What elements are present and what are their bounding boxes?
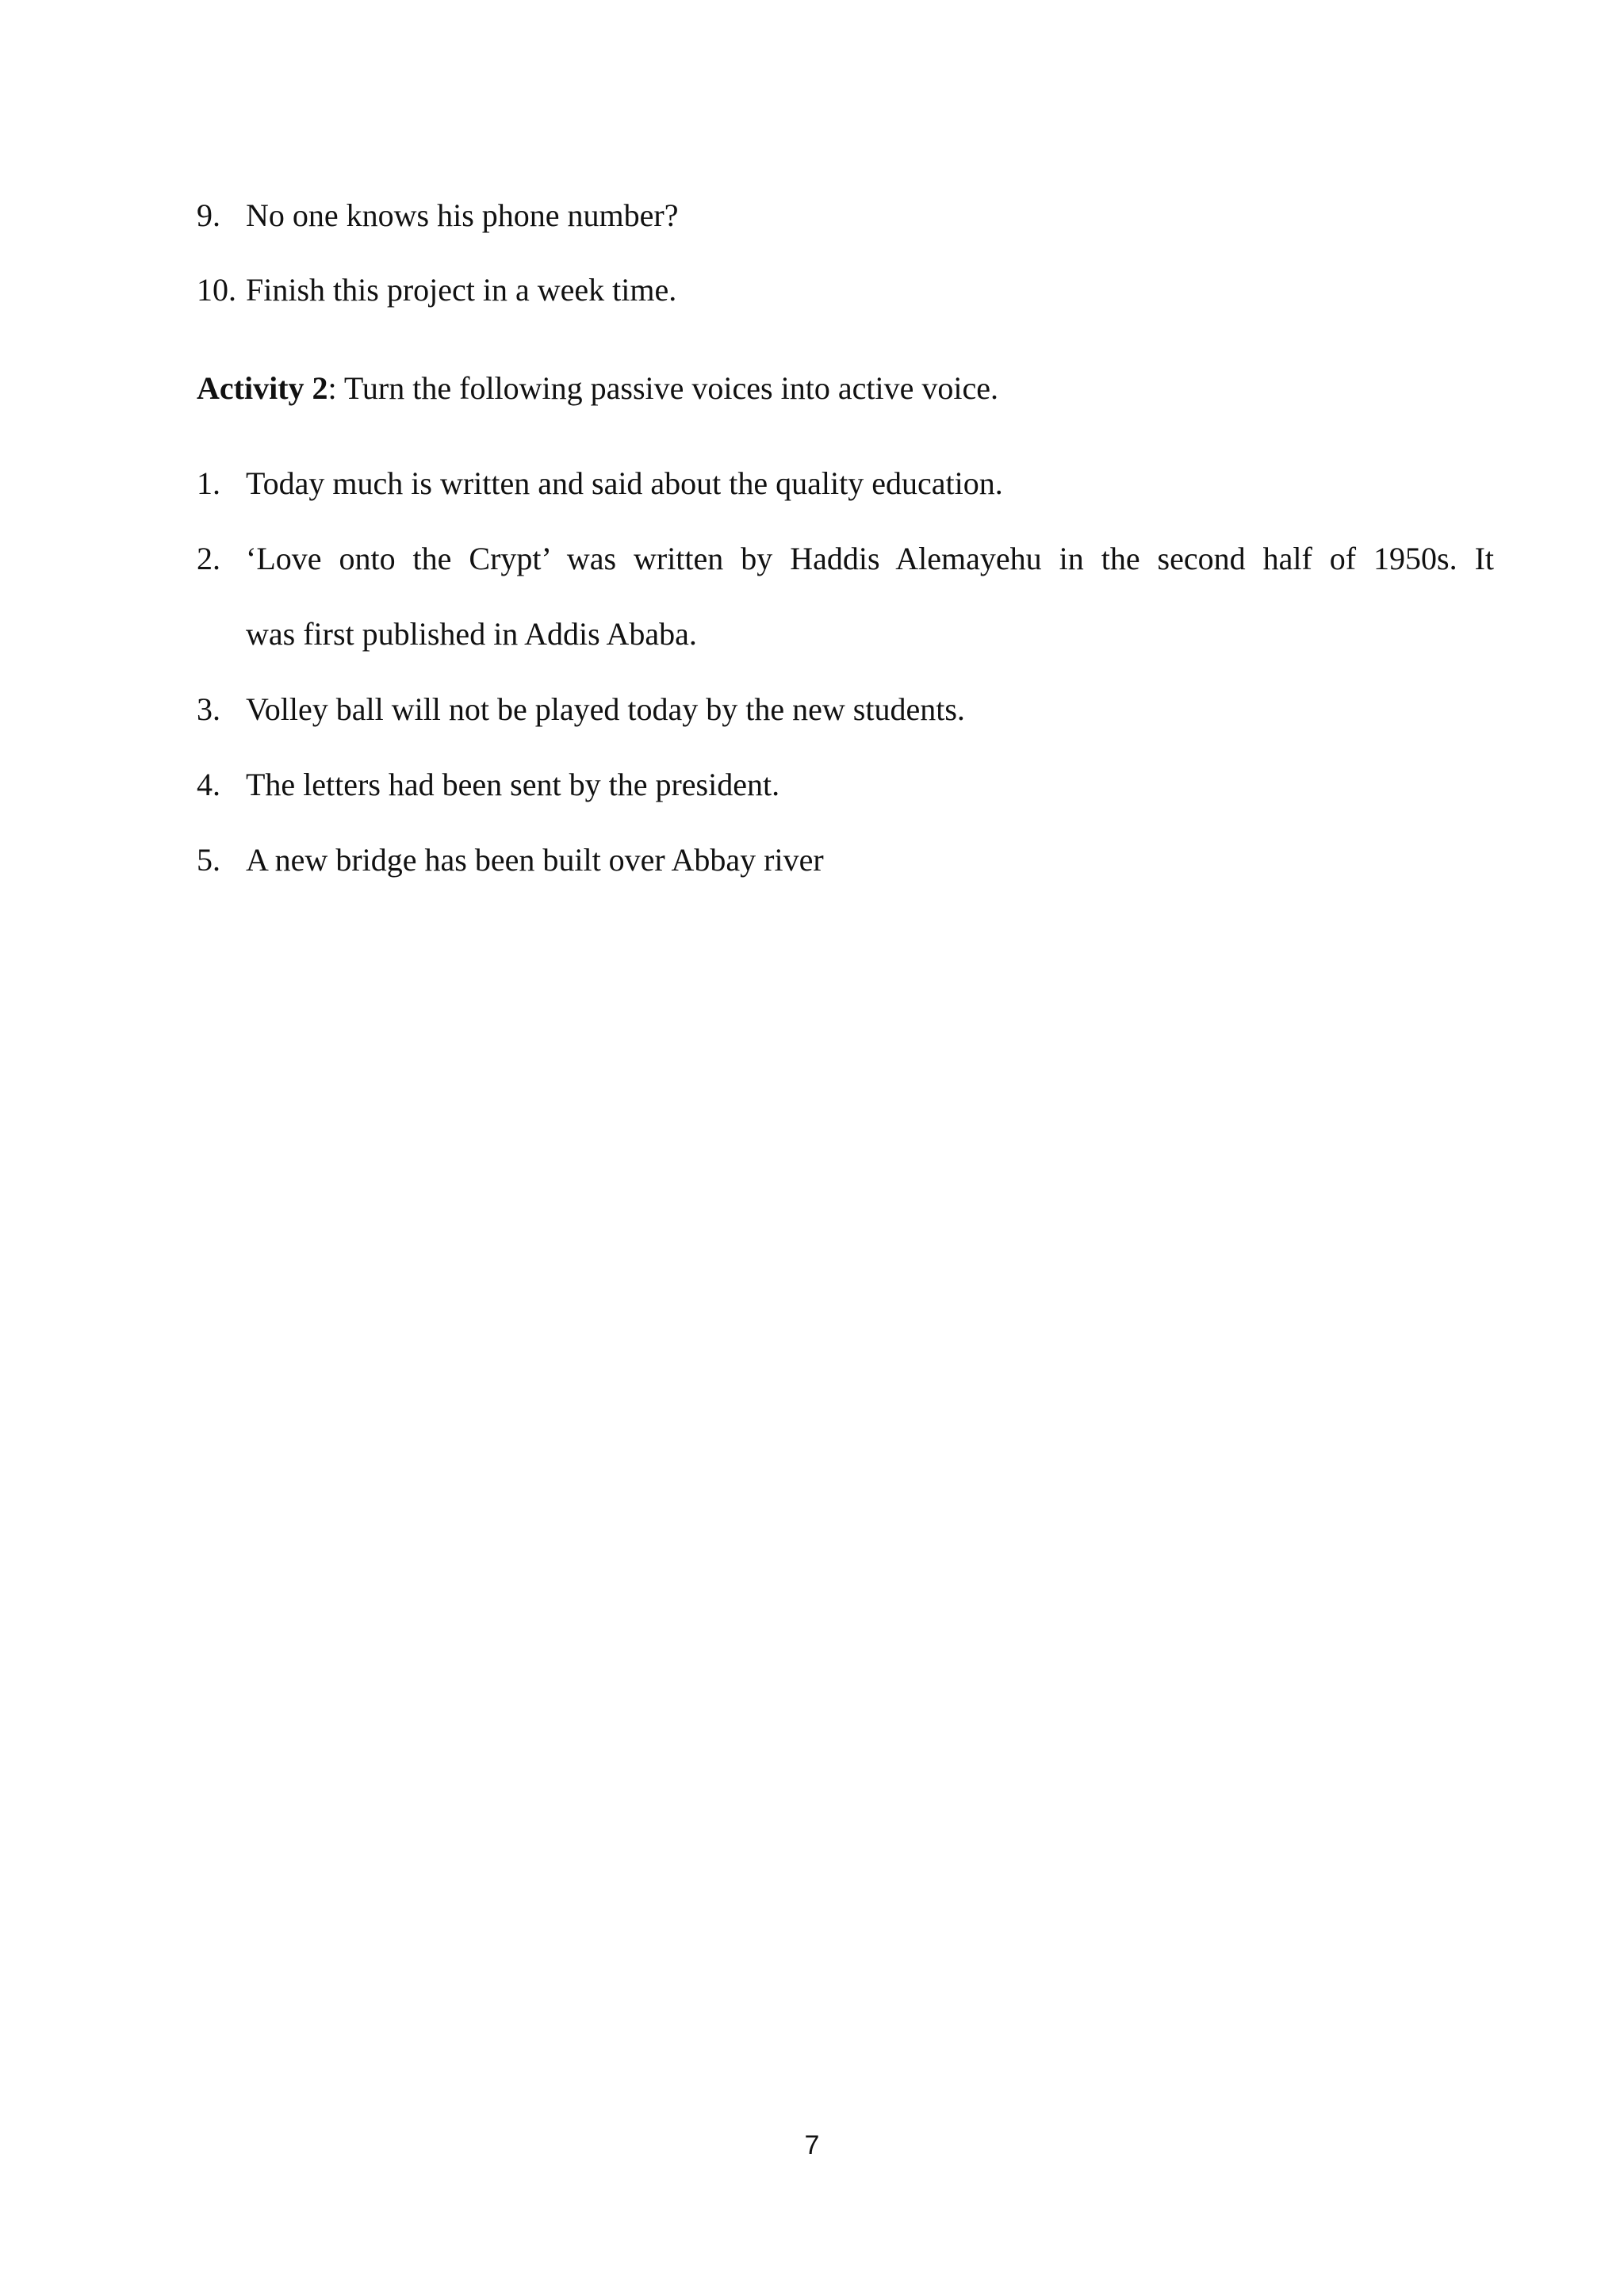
item-text: Today much is written and said about the quality education. [246, 465, 1003, 501]
item-text: Volley ball will not be played today by the new students. [246, 691, 965, 727]
item-text: A new bridge has been built over Abbay river [246, 842, 824, 878]
item-text-continuation: was first published in Addis Ababa. [246, 616, 697, 652]
item-text: No one knows his phone number? [246, 197, 679, 233]
item-number: 2. [197, 541, 220, 576]
activity-instruction: : Turn the following passive voices into active voice. [327, 370, 998, 406]
item-text: The letters had been sent by the president. [246, 767, 780, 802]
item-number: 5. [197, 842, 220, 878]
item-text: ‘Love onto the Crypt’ was written by Haddis Alemayehu in the second half of 1950s. It [246, 541, 1494, 576]
activity-label: Activity 2 [197, 370, 328, 406]
item-number: 10. [197, 272, 236, 308]
item-number: 3. [197, 691, 220, 727]
page-number: 7 [804, 2130, 820, 2160]
item-number: 4. [197, 767, 220, 802]
item-number: 1. [197, 465, 220, 501]
item-text: Finish this project in a week time. [246, 272, 677, 308]
item-number: 9. [197, 197, 220, 233]
list-item-continuation [246, 615, 697, 653]
activity-heading [197, 369, 998, 408]
